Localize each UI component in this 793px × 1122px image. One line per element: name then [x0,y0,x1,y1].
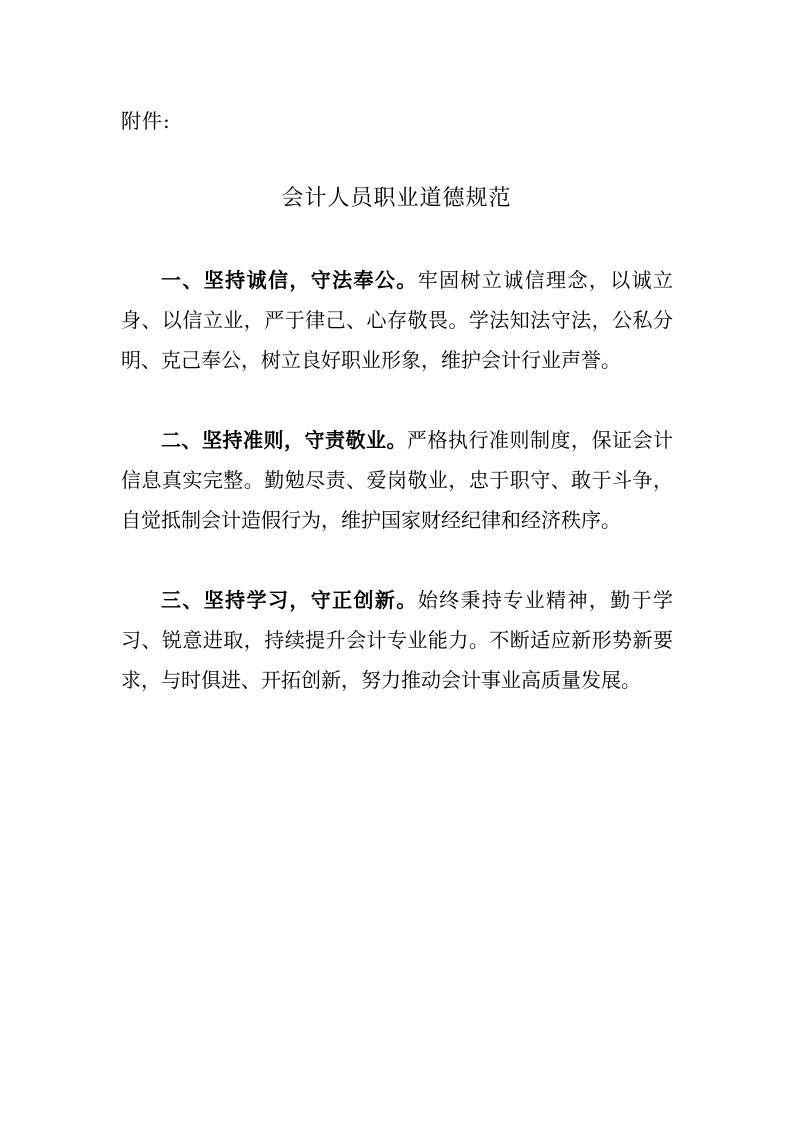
section-learning [121,580,673,700]
section-heading: 三、坚持学习，守正创新。 [161,588,418,612]
section-body: 始终秉持专业精神，勤于学习、锐意进取，持续提升会计专业能力。不断适应新形势新要求，与时俱进、开拓创新，努力推动会计事业高质量发展。 [121,588,674,692]
attachment-label: 附件: [121,109,171,133]
section-heading: 一、坚持诚信，守法奉公。 [161,268,418,292]
document-title: 会计人员职业道德规范 [281,186,512,211]
section-body: 严格执行准则制度，保证会计信息真实完整。勤勉尽责、爱岗敬业，忠于职守、敢于斗争，自觉抵制会计造假行为，维护国家财经纪律和经济秩序。 [121,428,673,532]
section-integrity [121,260,673,380]
section-heading: 二、坚持准则，守责敬业。 [161,428,407,452]
section-standards [121,420,673,540]
section-body: 牢固树立诚信理念，以诚立身、以信立业，严于律己、心存敬畏。学法知法守法，公私分明、克己奉公，树立良好职业形象，维护会计行业声誉。 [121,268,674,372]
